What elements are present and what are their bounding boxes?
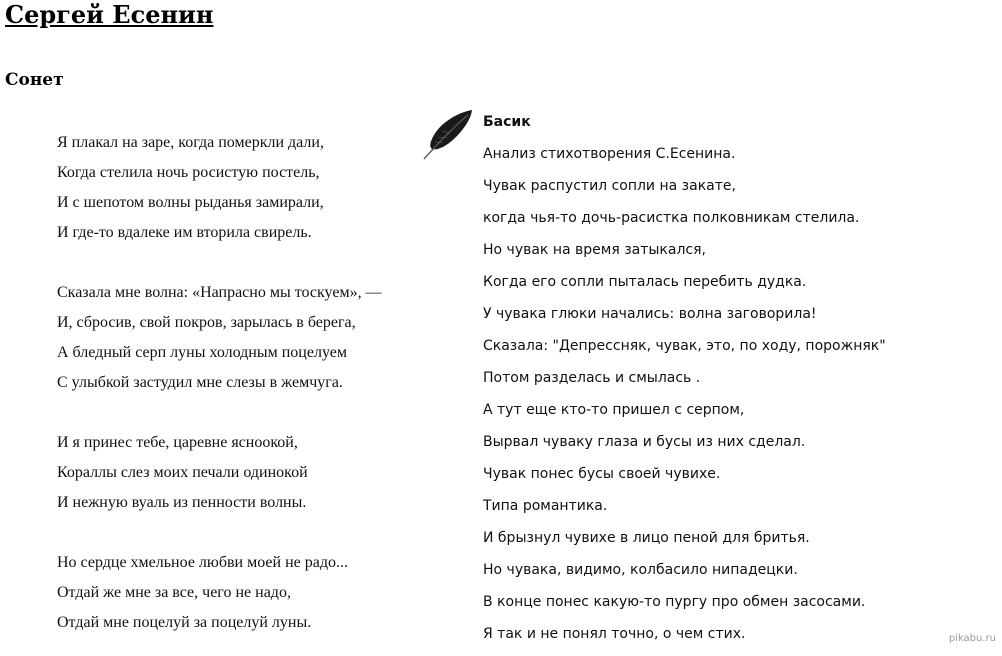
poem-line: И где-то вдалеке им вторила свирель. (57, 224, 312, 241)
poem-line: Когда стелила ночь росистую постель, (57, 164, 320, 181)
comment-line: В конце понес какую-то пургу про обмен засосами. (483, 594, 866, 610)
comment-line: Типа романтика. (483, 498, 608, 514)
comment-line: Но чувак на время затыкался, (483, 242, 706, 258)
comment-line: Анализ стихотворения С.Есенина. (483, 146, 736, 162)
poem-line: С улыбкой застудил мне слезы в жемчуга. (57, 374, 343, 391)
comment-line: Когда его сопли пыталась перебить дудка. (483, 274, 807, 290)
poem-line: Отдай мне поцелуй за поцелуй луны. (57, 614, 312, 631)
comment-line: Потом разделась и смылась . (483, 370, 701, 386)
poem-line: Но сердце хмельное любви моей не радо... (57, 554, 348, 571)
poem-line: Отдай же мне за все, чего не надо, (57, 584, 291, 601)
poem-line: Сказала мне волна: «Напрасно мы тоскуем», — (57, 284, 382, 301)
poem-line: Я плакал на заре, когда померкли дали, (57, 134, 324, 151)
watermark: pikabu.ru (948, 633, 996, 644)
comment-line: А тут еще кто-то пришел с серпом, (483, 402, 745, 418)
author-name[interactable]: Сергей Есенин (5, 0, 214, 29)
poem-line: И нежную вуаль из пенности волны. (57, 494, 307, 511)
poem-text (57, 132, 382, 642)
comment-text (483, 144, 886, 656)
comment-line: Вырвал чуваку глаза и бусы из них сделал. (483, 434, 806, 450)
poem-line: И я принес тебе, царевне ясноокой, (57, 434, 298, 451)
poem-line: Кораллы слез моих печали одинокой (57, 464, 308, 481)
poem-line: И, сбросив, свой покров, зарылась в берега, (57, 314, 356, 331)
poem-title: Сонет (5, 70, 64, 90)
poem-line: И с шепотом волны рыданья замирали, (57, 194, 324, 211)
comment-line: И брызнул чувихе в лицо пеной для бритья. (483, 530, 810, 546)
comment-line: Но чувака, видимо, колбасило нипадецки. (483, 562, 798, 578)
comment-line: Сказала: "Депрессняк, чувак, это, по ходу, порожняк" (483, 338, 886, 354)
comment-line: У чувака глюки начались: волна заговорила! (483, 306, 817, 322)
comment-line: Чувак понес бусы своей чувихе. (483, 466, 721, 482)
feather-icon (420, 107, 478, 163)
comment-line: Я так и не понял точно, о чем стих. (483, 626, 746, 642)
comment-username[interactable]: Басик (483, 114, 531, 130)
comment-line: Чувак распустил сопли на закате, (483, 178, 736, 194)
comment-line: когда чья-то дочь-расистка полковникам стелила. (483, 210, 860, 226)
poem-line: А бледный серп луны холодным поцелуем (57, 344, 347, 361)
